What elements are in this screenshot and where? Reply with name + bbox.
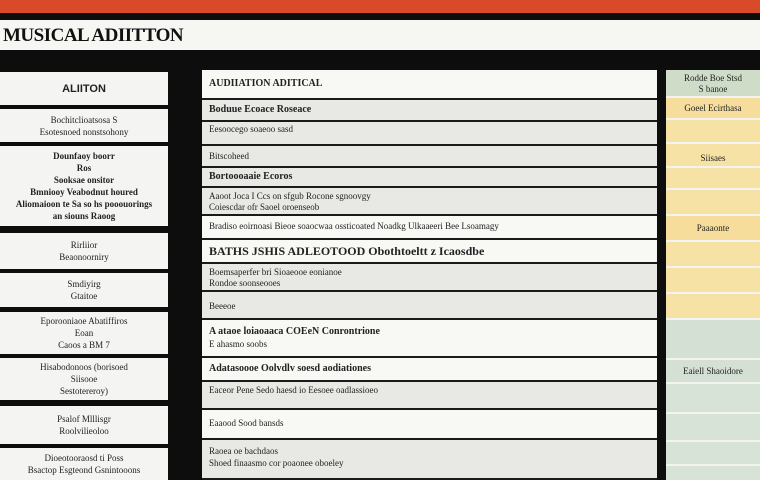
right-cell-11 [666, 320, 760, 360]
main-row-3 [202, 122, 657, 146]
main-row-2-line-1: Boduue Ecoace Roseace [209, 104, 312, 115]
right-cell-1-line-2: S banoe [698, 84, 728, 94]
main-row-2 [202, 100, 657, 122]
main-row-14-line-1: Eaaood Sood bansds [209, 418, 284, 428]
left-box-2-line-3: Sooksae onsitor [53, 175, 115, 185]
main-row-15 [202, 440, 657, 480]
main-row-15-line-2: Shoed finaasmo cor poaonee oboeley [209, 458, 344, 468]
left-box-5-line-1: Eporooniaoe Abatiffiros [40, 316, 128, 326]
left-box-4 [0, 273, 168, 307]
main-row-14 [202, 410, 657, 440]
main-row-7-line-1: Bradiso eoirnoasi Bieoe soaocwaa ossticoated Noadkg Ulkaaeeri Bee Lsoamagy [209, 221, 499, 231]
right-cell-2-line-1: Goeel Ecirthasa [684, 103, 742, 113]
main-row-5 [202, 168, 657, 188]
left-box-1-line-1: Bochitclioatsosa S [50, 114, 118, 125]
right-cell-4 [666, 144, 760, 168]
left-box-3-line-1: Rirliior [70, 240, 98, 250]
main-row-12 [202, 358, 657, 382]
left-heading [0, 72, 168, 105]
left-box-3 [0, 233, 168, 269]
left-box-7-line-1: Psalof Mlllisgr [57, 414, 111, 424]
main-row-9 [202, 264, 657, 292]
left-box-6-line-3: Sestotereroy) [60, 386, 108, 396]
right-cell-8 [666, 242, 760, 268]
left-box-6-line-2: Siisooe [70, 374, 98, 384]
right-cell-6 [666, 190, 760, 216]
right-cell-5 [666, 168, 760, 190]
main-row-8 [202, 240, 657, 264]
left-box-5-line-3: Caoos a BM 7 [58, 340, 110, 350]
main-row-4 [202, 146, 657, 168]
left-box-8 [0, 448, 168, 480]
right-cell-15 [666, 442, 760, 466]
main-row-10 [202, 292, 657, 320]
main-row-12-line-1: Adatasoooe Oolvdlv soesd aodiationes [209, 363, 371, 374]
main-row-7 [202, 216, 657, 240]
right-cell-4-line-1: Siisaes [700, 153, 726, 163]
main-row-3-line-1: Eesoocego soaeoo sasd [209, 124, 293, 134]
left-box-6 [0, 358, 168, 400]
right-cell-7-line-1: Paaaonte [696, 223, 730, 233]
main-row-1 [202, 70, 657, 100]
right-cell-3 [666, 120, 760, 144]
title-bar [0, 20, 760, 50]
right-cell-1 [666, 70, 760, 98]
main-row-9-line-2: Rondoe soonseooes [209, 278, 281, 288]
main-row-13 [202, 382, 657, 410]
left-box-1 [0, 109, 168, 142]
left-box-8-line-1: Dioeotooraosd ti Poss [44, 453, 124, 463]
right-cell-12-line-1: Eaiell Shaoidore [683, 366, 743, 376]
main-row-11-line-1: A ataoe loiaoaaca COEeN Conrontrione [209, 326, 380, 337]
left-box-5-line-2: Eoan [74, 328, 94, 338]
main-row-1-line-1: AUDIIATION ADITICAL [209, 78, 323, 89]
main-row-10-line-1: Beeeoe [209, 301, 236, 311]
main-row-6-line-2: Coiescdar ofr Saoel oroenseob [209, 202, 320, 212]
left-box-2 [0, 146, 168, 226]
left-box-3-line-2: Beaonoorniry [59, 252, 109, 262]
left-heading-label: ALIITON [62, 82, 106, 95]
main-row-8-line-1: BATHS JSHIS ADLEOTOOD Obothtoeltt z Icaosdbe [209, 244, 485, 258]
left-box-7 [0, 406, 168, 444]
left-box-2-line-5: Aliomaioon te Sa so hs pooouorings [15, 199, 153, 209]
right-panel [666, 70, 760, 480]
right-cell-9 [666, 268, 760, 294]
left-box-8-line-2: Bsactop Esgteond Gsnintooons [27, 465, 141, 475]
main-row-15-line-1: Raoea oe bachdaos [209, 446, 278, 456]
right-cell-12 [666, 360, 760, 384]
right-cell-2 [666, 98, 760, 120]
left-box-6-line-1: Hisabodonoos (borisoed [40, 362, 128, 372]
right-cell-13 [666, 384, 760, 414]
left-box-2-line-6: an siouns Raoog [52, 211, 116, 221]
left-box-4-line-1: Smdiyirg [67, 279, 101, 289]
right-cell-14 [666, 414, 760, 442]
main-row-6 [202, 188, 657, 216]
right-cell-16 [666, 466, 760, 480]
page-title: MUSICAL ADIITTON [3, 25, 184, 46]
left-box-2-line-2: Ros [76, 163, 92, 173]
left-box-2-line-4: Bmniooy Veabodnut houred [30, 187, 138, 197]
main-row-11-line-2: E ahasmo soobs [209, 339, 267, 349]
top-accent-bar [0, 0, 760, 13]
main-row-9-line-1: Boemsaperfer bri Sioaeooe eonianoe [209, 267, 342, 277]
right-cell-1-line-1: Rodde Boe Stsd [683, 73, 742, 83]
right-cell-10 [666, 294, 760, 320]
main-row-11 [202, 320, 657, 358]
main-row-13-line-1: Eaceor Pene Sedo haesd io Eesoee oadlassioeo [209, 385, 378, 395]
left-box-1-line-2: Esotesnoed nonstsohony [39, 126, 129, 137]
left-box-4-line-2: Gtaitoe [70, 291, 98, 301]
right-cell-7 [666, 216, 760, 242]
left-box-7-line-2: Roolvilieoloo [59, 426, 109, 436]
main-row-6-line-1: Aaoot Joca I Ccs on sfgub Rocone sgnoovgy [209, 191, 371, 201]
left-box-2-line-1: Dounfaoy boorr [53, 151, 115, 161]
main-row-4-line-1: Bitscoheed [209, 151, 249, 161]
main-panel [202, 70, 657, 480]
main-row-5-line-1: Bortoooaaie Ecoros [209, 171, 293, 182]
left-box-5 [0, 312, 168, 354]
